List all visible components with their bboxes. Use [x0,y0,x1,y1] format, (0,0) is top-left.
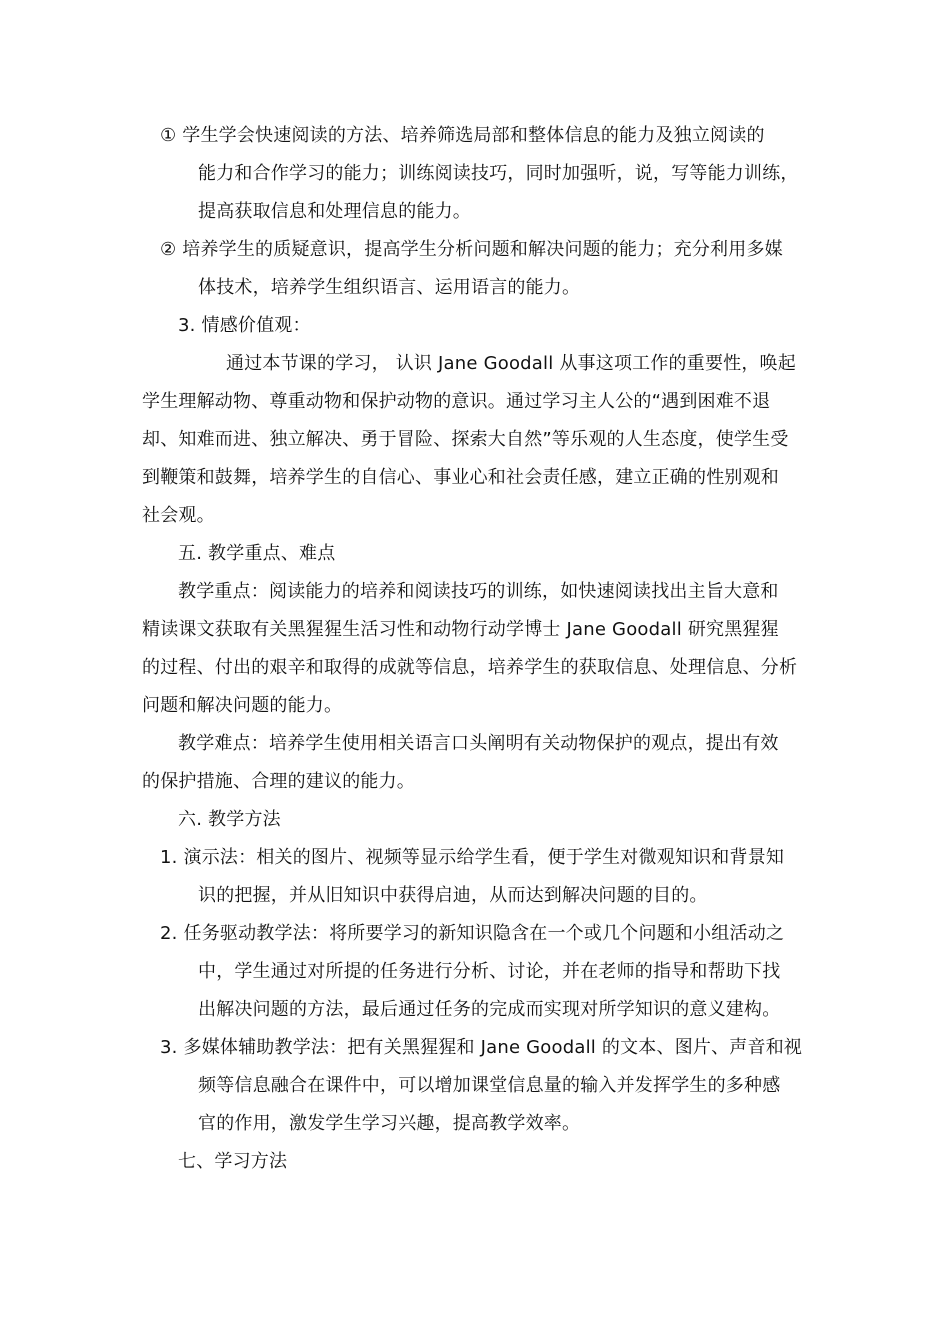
objective-2-line-2: 体技术，培养学生组织语言、运用语言的能力。 [198,277,581,298]
emotional-values-line-2: 学生理解动物、尊重动物和保护动物的意识。通过学习主人公的“遇到困难不退 [142,391,771,412]
key-point-line-3: 的过程、付出的艰辛和取得的成就等信息，培养学生的获取信息、处理信息、分析 [142,657,798,678]
method-3-line-3: 官的作用，激发学生学习兴趣，提高教学效率。 [198,1113,581,1134]
emotional-values-line-3: 却、知难而进、独立解决、勇于冒险、探索大自然”等乐观的人生态度，使学生受 [142,429,789,450]
key-point-line-2: 精读课文获取有关黑猩猩生活习性和动物行动学博士 Jane Goodall 研究黑猩猩 [142,619,779,640]
objective-1-line-1: ① 学生学会快速阅读的方法、培养筛选局部和整体信息的能力及独立阅读的 [160,125,765,146]
method-2-line-2: 中，学生通过对所提的任务进行分析、讨论，并在老师的指导和帮助下找 [198,961,781,982]
method-3-line-1: 3. 多媒体辅助教学法：把有关黑猩猩和 Jane Goodall 的文本、图片、声音和视 [160,1037,803,1058]
key-point-line-1: 教学重点：阅读能力的培养和阅读技巧的训练，如快速阅读找出主旨大意和 [178,581,779,602]
section-heading-key-points: 五. 教学重点、难点 [178,543,336,564]
difficulty-line-2: 的保护措施、合理的建议的能力。 [142,771,415,792]
method-2-line-1: 2. 任务驱动教学法：将所要学习的新知识隐含在一个或几个问题和小组活动之 [160,923,785,944]
section-heading-learning-methods: 七、学习方法 [178,1151,288,1172]
emotional-values-line-5: 社会观。 [142,505,215,526]
method-2-line-3: 出解决问题的方法，最后通过任务的完成而实现对所学知识的意义建构。 [198,999,781,1020]
method-1-line-2: 识的把握，并从旧知识中获得启迪，从而达到解决问题的目的。 [198,885,708,906]
emotional-values-line-4: 到鞭策和鼓舞，培养学生的自信心、事业心和社会责任感，建立正确的性别观和 [142,467,779,488]
objective-2-line-1: ② 培养学生的质疑意识，提高学生分析问题和解决问题的能力；充分利用多媒 [160,239,783,260]
method-3-line-2: 频等信息融合在课件中，可以增加课堂信息量的输入并发挥学生的多种感 [198,1075,781,1096]
difficulty-line-1: 教学难点：培养学生使用相关语言口头阐明有关动物保护的观点，提出有效 [178,733,779,754]
section-heading-emotional-values: 3. 情感价值观： [178,315,311,336]
objective-1-line-3: 提高获取信息和处理信息的能力。 [198,201,471,222]
emotional-values-line-1: 通过本节课的学习， 认识 Jane Goodall 从事这项工作的重要性，唤起 [226,353,796,374]
key-point-line-4: 问题和解决问题的能力。 [142,695,343,716]
objective-1-line-2: 能力和合作学习的能力；训练阅读技巧，同时加强听，说，写等能力训练， [198,163,799,184]
method-1-line-1: 1. 演示法：相关的图片、视频等显示给学生看，便于学生对微观知识和背景知 [160,847,785,868]
section-heading-teaching-methods: 六. 教学方法 [178,809,281,830]
